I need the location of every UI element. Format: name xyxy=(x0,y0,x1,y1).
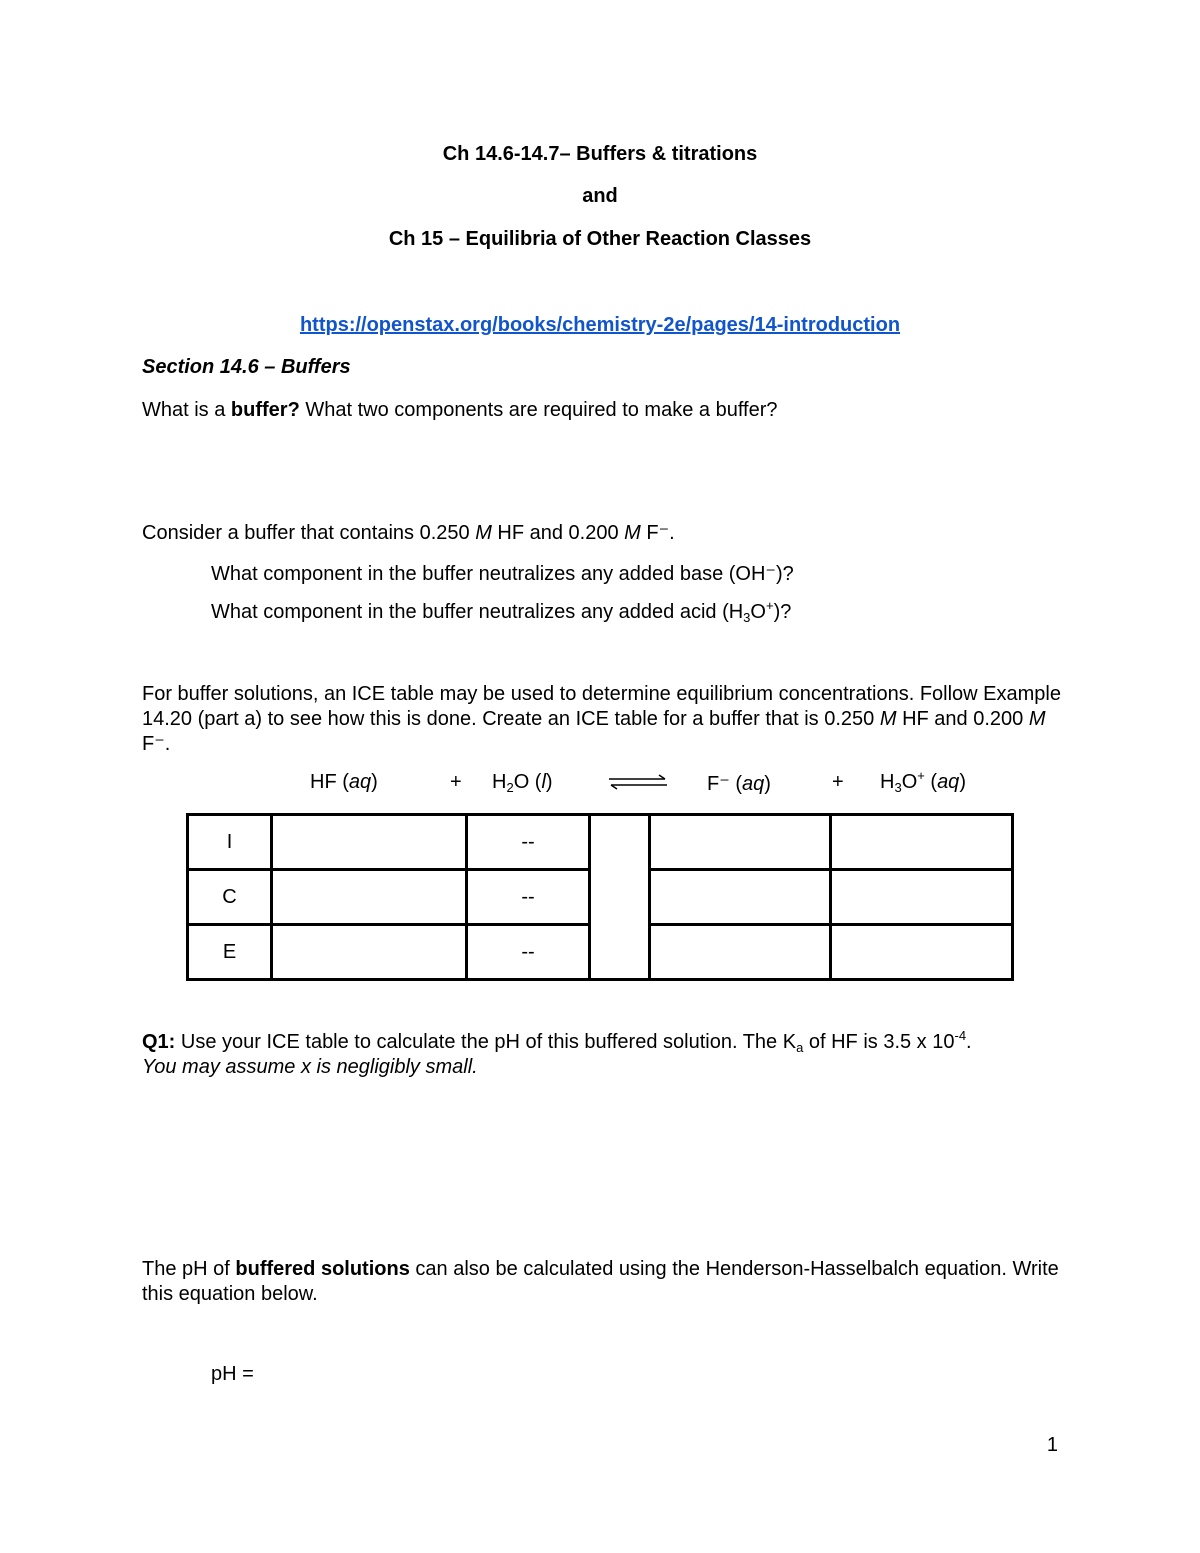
q1-assumption: You may assume x is negligibly small. xyxy=(142,1056,478,1078)
water-cell: -- xyxy=(467,925,590,980)
title-line-2: and xyxy=(582,185,618,207)
link-container xyxy=(0,314,1200,337)
ice-intro-pre: For buffer solutions, an ICE table may be used to determine equilibrium concentrations. Follow Example 14.20 (part a) to see how this is done. Create an ICE table for a buffer that is 0.250 xyxy=(142,683,1061,730)
f-cell[interactable] xyxy=(650,815,831,870)
subscript: a xyxy=(796,1040,804,1055)
molarity-unit: M xyxy=(879,708,897,730)
hh-paragraph xyxy=(142,1257,1062,1307)
q1-line xyxy=(142,1030,1062,1055)
buffer-question-pre: What is a xyxy=(142,399,231,421)
title-line-3: Ch 15 – Equilibria of Other Reaction Classes xyxy=(388,228,812,250)
molarity-unit: M xyxy=(475,522,492,544)
h-symbol: H xyxy=(492,771,507,793)
h3o-cell[interactable] xyxy=(831,815,1013,870)
page-number: 1 xyxy=(1046,1434,1058,1456)
ph-equals-line: pH = xyxy=(211,1363,254,1385)
openstax-link[interactable]: https://openstax.org/books/chemistry-2e/pages/14-introduction xyxy=(299,314,901,336)
water-cell: -- xyxy=(467,815,590,870)
state-label: l xyxy=(541,771,546,793)
ice-intro-paragraph xyxy=(142,682,1062,757)
arrow-column-cell xyxy=(590,815,650,980)
acid-question-pre: What component in the buffer neutralizes any added acid (H xyxy=(211,601,744,623)
molarity-unit: M xyxy=(1028,708,1046,730)
h3o-cell[interactable] xyxy=(831,925,1013,980)
buffered-solutions-term: buffered solutions xyxy=(235,1258,410,1280)
species-f: F⁻ (aq) xyxy=(707,773,771,795)
consider-statement xyxy=(142,520,675,545)
buffer-question-post: What two components are required to make a buffer? xyxy=(299,399,778,421)
water-cell: -- xyxy=(467,870,590,925)
hh-pre: The pH of xyxy=(142,1258,236,1280)
ice-table xyxy=(186,813,1014,981)
superscript: + xyxy=(917,768,925,783)
q1-label: Q1: xyxy=(142,1031,176,1053)
hf-cell[interactable] xyxy=(272,815,467,870)
state-label: aq xyxy=(348,771,372,793)
q1-text: of HF is 3.5 x 10 xyxy=(803,1031,955,1053)
species-h2o: $H_2O$ (l) xyxy=(492,771,553,795)
consider-pre: Consider a buffer that contains 0.250 xyxy=(142,522,476,544)
row-label: I xyxy=(188,815,272,870)
o-symbol: O xyxy=(513,771,530,793)
molarity-unit: M xyxy=(624,522,641,544)
hh-post: can also be calculated using the Henderson-Hasselbalch equation. Write this equation below. xyxy=(142,1258,1059,1305)
superscript: + xyxy=(765,598,774,613)
hf-formula: HF xyxy=(310,771,337,793)
f-cell[interactable] xyxy=(650,870,831,925)
superscript: -4 xyxy=(954,1028,967,1043)
equilibrium-arrow-icon xyxy=(607,773,669,796)
state-label: aq xyxy=(937,771,960,793)
species-h3o: $H_3O^+$ (aq) xyxy=(880,768,966,795)
acid-question-mid: O xyxy=(750,601,766,623)
subscript: 2 xyxy=(506,780,514,795)
row-label: E xyxy=(188,925,272,980)
base-question: What component in the buffer neutralizes any added base (OH⁻)? xyxy=(211,563,794,585)
hf-cell[interactable] xyxy=(272,925,467,980)
h3o-cell[interactable] xyxy=(831,870,1013,925)
plus-sign-2: + xyxy=(832,771,844,793)
state-label: aq xyxy=(742,773,765,795)
buffer-term: buffer? xyxy=(230,399,300,421)
section-title: Section 14.6 – Buffers xyxy=(142,356,351,378)
f-formula: F⁻ xyxy=(707,773,730,795)
f-cell[interactable] xyxy=(650,925,831,980)
table-row xyxy=(188,815,1013,870)
subscript: 3 xyxy=(894,780,902,795)
title-line-1: Ch 14.6-14.7– Buffers & titrations xyxy=(442,143,758,165)
consider-mid: HF and 0.200 xyxy=(491,522,625,544)
subscript: 3 xyxy=(743,610,751,625)
h-symbol: H xyxy=(880,771,895,793)
o-symbol: O xyxy=(901,771,918,793)
plus-sign-1: + xyxy=(450,771,462,793)
q1-text: . xyxy=(966,1031,972,1053)
q1-text: Use your ICE table to calculate the pH of this buffered solution. The K xyxy=(175,1031,797,1053)
ice-intro-post: F⁻. xyxy=(142,733,171,755)
row-label: C xyxy=(188,870,272,925)
equilibrium-arrow-svg xyxy=(607,774,669,790)
ice-intro-mid: HF and 0.200 xyxy=(896,708,1029,730)
acid-question-post: )? xyxy=(773,601,792,623)
hf-cell[interactable] xyxy=(272,870,467,925)
species-hf: HF (aq) xyxy=(310,771,378,793)
acid-question xyxy=(211,598,792,625)
q1-block xyxy=(142,1030,1062,1080)
buffer-question xyxy=(142,399,777,422)
consider-post: F⁻. xyxy=(640,522,675,544)
